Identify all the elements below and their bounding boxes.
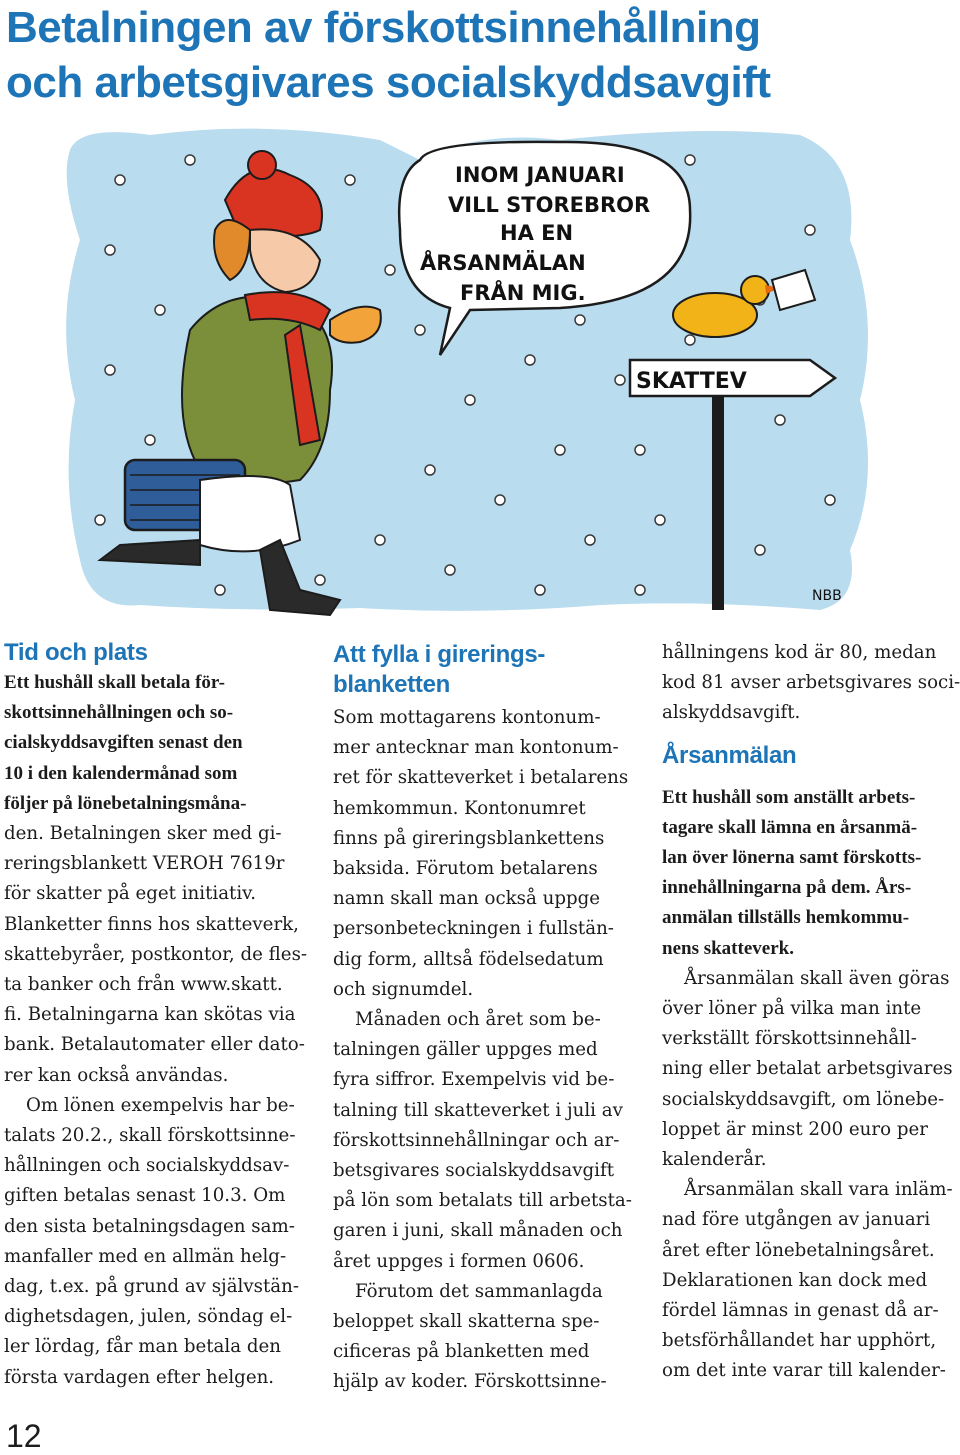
text-line: Årsanmälan skall vara inläm- xyxy=(684,1179,953,1201)
text-line: Ett hushåll som anställt arbets- xyxy=(662,786,916,808)
text-line: kalenderår. xyxy=(662,1149,767,1171)
text-line: alskyddsavgift. xyxy=(662,702,801,724)
text-line: Som mottagarens kontonum- xyxy=(333,707,601,728)
heading-line-1: Att fylla i girerings- xyxy=(333,641,546,668)
text-line: talning till skatteverket i juli av xyxy=(333,1099,623,1121)
text-line: betsförhållandet har upphört, xyxy=(662,1330,937,1352)
text-line: lan över lönerna samt förskotts- xyxy=(662,847,922,869)
col2-paragraph-2 xyxy=(333,1005,632,1277)
title-line-2: och arbetsgivares socialskyddsavgift xyxy=(6,58,771,107)
text-line: för skatter på eget initiativ. xyxy=(4,883,257,905)
text-line: nens skatteverk. xyxy=(662,937,794,959)
sign-text: SKATTEV xyxy=(636,369,747,394)
text-line: innehållningarna på dem. Års- xyxy=(662,877,912,899)
cartoon-illustration xyxy=(0,120,960,620)
text-line: ta banker och från www.skatt. xyxy=(4,974,283,996)
col1-lead-paragraph xyxy=(4,668,300,819)
text-line: Om lönen exempelvis har be- xyxy=(26,1094,295,1116)
text-line: finns på gireringsblankettens xyxy=(333,827,605,849)
text-line: talningen gäller uppges med xyxy=(333,1039,598,1061)
text-line: reringsblankett VEROH 7619r xyxy=(4,853,285,875)
text-line: hemkommun. Kontonumret xyxy=(333,797,586,819)
text-line: socialskyddsavgift, om lönebe- xyxy=(662,1088,945,1110)
speech-line-3: HA EN xyxy=(500,221,574,245)
speech-line-2: VILL STOREBROR xyxy=(448,193,651,217)
col2-paragraph-3 xyxy=(333,1277,629,1398)
col3-continuation xyxy=(662,638,960,729)
text-line: 10 i den kalendermånad som xyxy=(4,762,238,784)
speech-line-5: FRÅN MIG. xyxy=(460,281,586,305)
text-line: mer antecknar man kontonum- xyxy=(333,737,619,759)
text-line: om det inte varar till kalender- xyxy=(662,1360,946,1382)
col3-lead-paragraph xyxy=(662,783,956,964)
text-line: hållningen och socialskyddsav- xyxy=(4,1155,290,1177)
text-line: Deklarationen kan dock med xyxy=(662,1269,928,1291)
text-line: på lön som betalats till arbetsta- xyxy=(333,1190,632,1212)
text-line: hållningens kod är 80, medan xyxy=(662,642,937,663)
artist-signature: NBB xyxy=(812,588,842,604)
text-line: loppet är minst 200 euro per xyxy=(662,1118,928,1140)
text-line: baksida. Förutom betalarens xyxy=(333,858,598,880)
text-line: anmälan tillställs hemkommu- xyxy=(662,907,910,929)
text-line: cialskyddsavgiften senast den xyxy=(4,732,243,754)
text-line: garen i juni, skall månaden och xyxy=(333,1220,623,1242)
text-line: första vardagen efter helgen. xyxy=(4,1366,275,1388)
col2-paragraph-1 xyxy=(333,703,629,1005)
column-3 xyxy=(662,638,960,1387)
page-title xyxy=(6,0,956,110)
speech-line-4: ÅRSANMÄLAN xyxy=(420,251,586,275)
text-line: ning eller betalat arbetsgivares xyxy=(662,1058,953,1080)
text-line: beloppet skall skatterna spe- xyxy=(333,1311,600,1333)
text-line: och signumdel. xyxy=(333,978,474,1000)
text-line: fördel lämnas in genast då ar- xyxy=(662,1300,939,1322)
text-line: skattebyråer, postkontor, de fles- xyxy=(4,943,308,965)
col3-paragraph-2 xyxy=(662,1175,956,1386)
text-line: dag, t.ex. på grund av självstän- xyxy=(4,1276,299,1298)
heading-tid-och-plats: Tid och plats xyxy=(4,639,148,666)
column-2 xyxy=(333,638,632,1398)
text-line: nad före utgången av januari xyxy=(662,1209,931,1231)
text-line: tagare skall lämna en årsanmä- xyxy=(662,816,918,838)
col1-paragraph-2 xyxy=(4,1091,300,1393)
text-line: skottsinnehållningen och so- xyxy=(4,702,234,724)
heading-line-2: blanketten xyxy=(333,671,451,698)
text-line: året efter lönebetalningsåret. xyxy=(662,1239,935,1261)
text-line: Årsanmälan skall även göras xyxy=(684,967,950,989)
text-line: den sista betalningsdagen sam- xyxy=(4,1215,295,1237)
text-line: Förutom det sammanlagda xyxy=(355,1280,603,1302)
speech-line-1: INOM JANUARI xyxy=(455,163,625,187)
text-line: följer på lönebetalningsmåna- xyxy=(4,792,247,814)
text-line: Månaden och året som be- xyxy=(355,1009,601,1031)
text-line: bank. Betalautomater eller dato- xyxy=(4,1034,305,1056)
text-line: över löner på vilka man inte xyxy=(662,998,922,1020)
text-line: rer kan också användas. xyxy=(4,1064,229,1086)
text-line: Ett hushåll skall betala för- xyxy=(4,672,225,693)
text-line: året uppges i formen 0606. xyxy=(333,1250,585,1272)
text-line: kod 81 avser arbetsgivares soci- xyxy=(662,672,960,694)
text-line: den. Betalningen sker med gi- xyxy=(4,823,282,845)
text-line: dighetsdagen, julen, söndag el- xyxy=(4,1306,293,1328)
text-line: personbeteckningen i fullstän- xyxy=(333,918,614,940)
col1-paragraph-1 xyxy=(4,819,308,1091)
col3-paragraph-1 xyxy=(662,964,956,1175)
heading-arsanmalan: Årsanmälan xyxy=(662,741,797,769)
text-line: förskottsinnehållningar och ar- xyxy=(333,1129,620,1151)
text-line: manfaller med en allmän helg- xyxy=(4,1245,287,1267)
heading-att-fylla-i xyxy=(333,640,629,700)
hat-pompom xyxy=(248,151,276,179)
text-line: betsgivares socialskyddsavgift xyxy=(333,1160,615,1182)
text-line: ler lördag, får man betala den xyxy=(4,1336,281,1358)
text-line: verkställt förskottsinnehåll- xyxy=(662,1028,917,1050)
text-line: cificeras på blanketten med xyxy=(333,1341,590,1363)
text-line: Blanketter finns hos skatteverk, xyxy=(4,913,299,935)
text-line: dig form, alltså födelsedatum xyxy=(333,948,604,970)
text-line: ret för skatteverket i betalarens xyxy=(333,767,629,789)
text-line: talats 20.2., skall förskottsinne- xyxy=(4,1125,296,1147)
white-skirt xyxy=(200,476,300,551)
text-line: namn skall man också uppge xyxy=(333,888,601,910)
text-line: fi. Betalningarna kan skötas via xyxy=(4,1004,296,1026)
text-line: giften betalas senast 10.3. Om xyxy=(4,1185,286,1207)
bird-head xyxy=(741,276,769,304)
page-number: 12 xyxy=(6,1418,42,1454)
text-line: fyra siffror. Exempelvis vid be- xyxy=(333,1069,615,1091)
title-line-1: Betalningen av förskottsinnehållning xyxy=(6,3,761,52)
text-line: hjälp av koder. Förskottsinne- xyxy=(333,1371,607,1393)
signpost-pole xyxy=(712,390,724,610)
column-1 xyxy=(4,638,308,1393)
